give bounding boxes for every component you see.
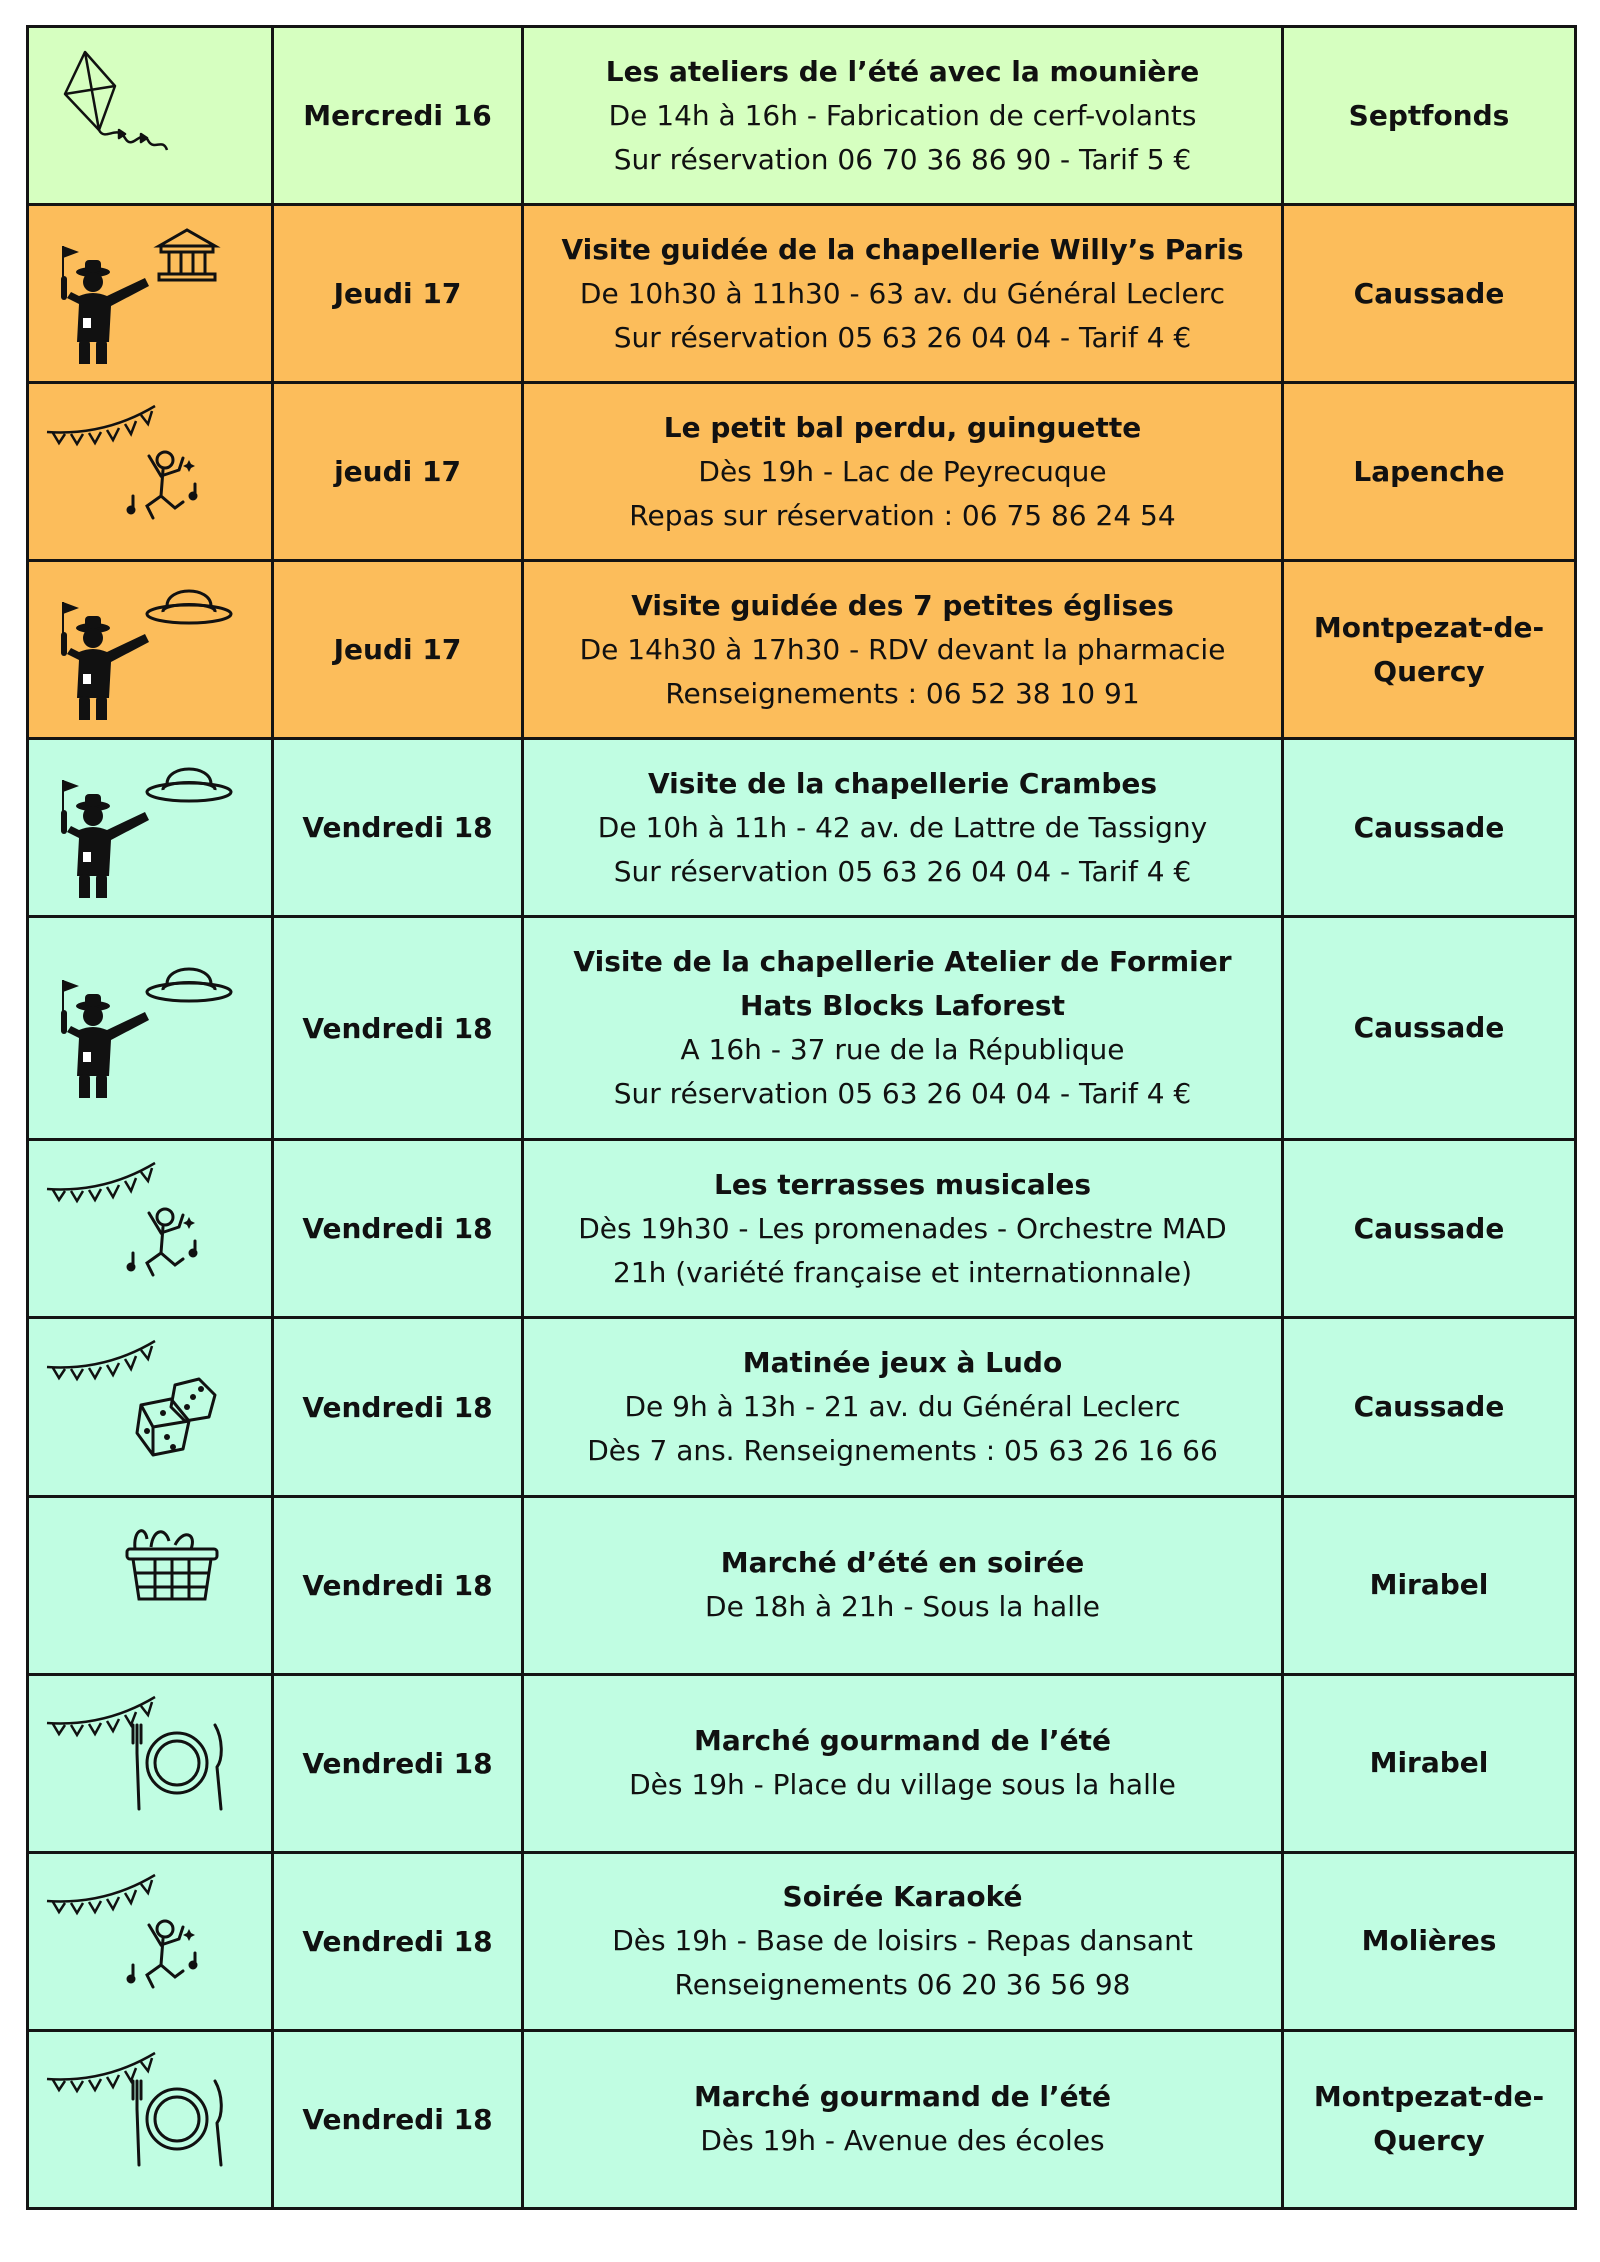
event-illustration [45,2049,255,2189]
basket-icon [127,1531,217,1599]
event-description [523,1140,1283,1318]
event-detail: Sur réservation 05 63 26 04 04 - Tarif 4 € [613,1077,1192,1111]
event-date: Vendredi 18 [273,1318,523,1496]
dice-icon [137,1379,215,1455]
event-date: Vendredi 18 [273,1140,523,1318]
bunting-icon [47,1697,155,1735]
event-description [523,27,1283,205]
bunting-icon [47,1875,155,1913]
event-description [523,2030,1283,2208]
event-illustration [45,224,255,364]
event-detail: Repas sur réservation : 06 75 86 24 54 [629,498,1176,532]
event-detail: Dès 19h - Place du village sous la halle [629,1768,1176,1802]
event-location: Caussade [1283,917,1576,1140]
guide-icon [61,246,149,364]
event-title: Les ateliers de l’été avec la mounière [605,54,1200,88]
event-detail: Dès 19h - Lac de Peyrecuque [698,454,1107,488]
event-date: Mercredi 16 [273,27,523,205]
bunting-icon [47,406,155,444]
event-title: Visite de la chapellerie Crambes [647,766,1158,800]
event-illustration [45,580,255,720]
events-table-body [28,27,1576,2209]
event-detail: De 18h à 21h - Sous la halle [705,1590,1100,1624]
event-illustration [45,1337,255,1477]
event-detail: Sur réservation 05 63 26 04 04 - Tarif 4 € [613,320,1192,354]
event-location: Mirabel [1283,1674,1576,1852]
event-icon-cell [28,1852,273,2030]
event-detail: Renseignements : 06 52 38 10 91 [665,676,1140,710]
event-location: Septfonds [1283,27,1576,205]
event-title: Visite de la chapellerie Atelier de Formier [573,945,1232,979]
event-detail: De 14h à 16h - Fabrication de cerf-volants [608,98,1197,132]
event-detail: A 16h - 37 rue de la République [680,1033,1125,1067]
event-detail: Dès 7 ans. Renseignements : 05 63 26 16 66 [587,1434,1218,1468]
event-date: Vendredi 18 [273,1496,523,1674]
event-row [28,27,1576,205]
guide-icon [61,602,149,720]
events-table [26,25,1577,2210]
event-title: Les terrasses musicales [714,1167,1091,1201]
event-location: Montpezat-de-Quercy [1283,561,1576,739]
event-description [523,1318,1283,1496]
plate-icon [133,1725,221,1809]
hat-icon [147,591,231,623]
event-date: Vendredi 18 [273,1852,523,2030]
event-date: Vendredi 18 [273,739,523,917]
event-detail: De 10h30 à 11h30 - 63 av. du Général Leclerc [579,276,1226,310]
event-date: Jeudi 17 [273,561,523,739]
event-icon-cell [28,561,273,739]
event-detail: Dès 19h - Base de loisirs - Repas dansant [612,1924,1193,1958]
event-title: Le petit bal perdu, guinguette [663,410,1142,444]
event-icon-cell [28,739,273,917]
event-row [28,1852,1576,2030]
event-location: Montpezat-de-Quercy [1283,2030,1576,2208]
event-description [523,205,1283,383]
event-title: Hats Blocks Laforest [740,989,1065,1023]
event-row [28,1140,1576,1318]
event-description [523,1852,1283,2030]
event-row [28,739,1576,917]
event-icon-cell [28,205,273,383]
event-location: Mirabel [1283,1496,1576,1674]
event-location: Caussade [1283,1318,1576,1496]
event-detail: Sur réservation 05 63 26 04 04 - Tarif 4 € [613,854,1192,888]
event-icon-cell [28,383,273,561]
dancer-icon [128,1921,196,1987]
event-row [28,205,1576,383]
dancer-icon [128,1209,196,1275]
event-date: Jeudi 17 [273,205,523,383]
event-detail: De 10h à 11h - 42 av. de Lattre de Tassigny [597,810,1208,844]
event-description [523,383,1283,561]
event-illustration [45,1693,255,1833]
event-detail: De 14h30 à 17h30 - RDV devant la pharmacie [579,632,1226,666]
event-icon-cell [28,1496,273,1674]
event-location: Caussade [1283,739,1576,917]
bunting-icon [47,1341,155,1379]
event-row [28,917,1576,1140]
event-detail: Sur réservation 06 70 36 86 90 - Tarif 5 € [613,142,1192,176]
event-detail: De 9h à 13h - 21 av. du Général Leclerc [624,1390,1181,1424]
event-title: Visite guidée de la chapellerie Willy’s Paris [561,232,1244,266]
event-icon-cell [28,2030,273,2208]
guide-icon [61,780,149,898]
event-title: Matinée jeux à Ludo [742,1346,1063,1380]
event-icon-cell [28,1674,273,1852]
monument-icon [159,230,215,280]
event-location: Lapenche [1283,383,1576,561]
event-detail: Renseignements 06 20 36 56 98 [674,1968,1131,2002]
event-date: jeudi 17 [273,383,523,561]
event-title: Marché d’été en soirée [720,1546,1085,1580]
dancer-icon [128,452,196,518]
event-illustration [45,758,255,898]
event-illustration [45,958,255,1098]
guide-icon [61,980,149,1098]
kite-icon [65,52,167,150]
event-row [28,2030,1576,2208]
bunting-icon [47,2053,155,2091]
event-icon-cell [28,27,273,205]
event-description [523,561,1283,739]
event-description [523,739,1283,917]
event-description [523,917,1283,1140]
event-detail: 21h (variété française et internationnale) [612,1255,1193,1289]
event-row [28,561,1576,739]
event-illustration [45,1159,255,1299]
event-title: Marché gourmand de l’été [693,2080,1112,2114]
event-location: Caussade [1283,1140,1576,1318]
event-row [28,1674,1576,1852]
event-illustration [45,1871,255,2011]
hat-icon [147,969,231,1001]
plate-icon [133,2081,221,2165]
event-illustration [45,46,255,186]
event-row [28,1496,1576,1674]
event-detail: Dès 19h30 - Les promenades - Orchestre MAD [578,1211,1227,1245]
event-date: Vendredi 18 [273,2030,523,2208]
event-date: Vendredi 18 [273,1674,523,1852]
event-row [28,383,1576,561]
event-location: Molières [1283,1852,1576,2030]
bunting-icon [47,1163,155,1201]
event-detail: Dès 19h - Avenue des écoles [700,2124,1105,2158]
event-illustration [45,1515,255,1655]
event-date: Vendredi 18 [273,917,523,1140]
event-illustration [45,402,255,542]
event-icon-cell [28,1140,273,1318]
event-description [523,1496,1283,1674]
event-icon-cell [28,917,273,1140]
event-description [523,1674,1283,1852]
event-location: Caussade [1283,205,1576,383]
event-title: Soirée Karaoké [782,1880,1023,1914]
event-title: Visite guidée des 7 petites églises [631,588,1174,622]
hat-icon [147,769,231,801]
event-title: Marché gourmand de l’été [693,1724,1112,1758]
event-row [28,1318,1576,1496]
event-icon-cell [28,1318,273,1496]
